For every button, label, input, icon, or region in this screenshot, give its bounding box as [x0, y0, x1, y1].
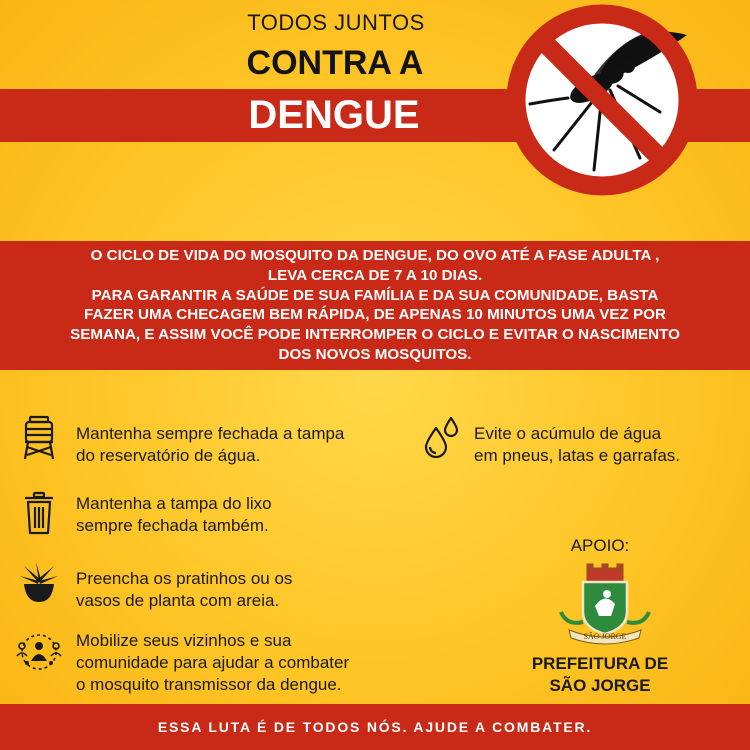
- tip-text-line: vasos de planta com areia.: [76, 591, 280, 610]
- tip-item: [76, 568, 292, 612]
- tip-item: [76, 630, 349, 696]
- tip-item: [76, 493, 272, 537]
- banner-text: SÃO JORGE: [583, 632, 627, 641]
- tip-item: [76, 423, 344, 467]
- info-line: PARA GARANTIR A SAÚDE DE SUA FAMÍLIA E DA SUA COMUNIDADE, BASTA: [91, 286, 659, 304]
- tip-text-line: em pneus, latas e garrafas.: [474, 446, 681, 465]
- trash-bin-icon: [18, 490, 60, 536]
- tip-text-line: do reservatório de água.: [76, 446, 261, 465]
- no-mosquito-icon: [482, 0, 732, 240]
- coat-of-arms-icon: [555, 562, 655, 646]
- tip-text-line: comunidade para ajudar a combater: [76, 653, 350, 672]
- title-line-3: DENGUE: [248, 93, 420, 137]
- tip-text-line: Preencha os pratinhos ou os: [76, 569, 293, 588]
- title-line-2: CONTRA A: [246, 44, 424, 82]
- tip-text-line: Mantenha sempre fechada a tampa: [76, 424, 345, 443]
- tip-text-line: sempre fechada também.: [76, 516, 269, 535]
- info-line: FAZER UMA CHECAGEM BEM RÁPIDA, DE APENAS 10 MINUTOS UMA VEZ POR: [84, 306, 666, 324]
- info-line: O CICLO DE VIDA DO MOSQUITO DA DENGUE, DO OVO ATÉ A FASE ADULTA ,: [90, 247, 660, 264]
- footer-text: ESSA LUTA É DE TODOS NÓS. AJUDE A COMBATER.: [157, 719, 593, 735]
- tip-text-line: Evite o acúmulo de água: [474, 424, 662, 443]
- tip-item: [474, 423, 680, 467]
- info-line: LEVA CERCA DE 7 A 10 DIAS.: [267, 266, 483, 284]
- support-label: APOIO:: [570, 536, 630, 555]
- plant-pot-icon: [18, 560, 60, 606]
- organization-name-line: SÃO JORGE: [549, 676, 651, 695]
- water-drops-icon: [420, 414, 462, 460]
- info-text: [20, 246, 730, 365]
- organization-name: [500, 653, 700, 697]
- community-icon: [14, 632, 64, 672]
- tip-text-line: Mantenha a tampa do lixo: [76, 494, 272, 513]
- organization-name-line: PREFEITURA DE: [531, 654, 669, 673]
- water-tank-icon: [18, 414, 60, 460]
- title-line-1: TODOS JUNTOS: [247, 10, 425, 35]
- tip-text-line: o mosquito transmissor da dengue.: [76, 675, 342, 694]
- info-line: DOS NOVOS MOSQUITOS.: [278, 345, 472, 363]
- crown: [587, 564, 623, 582]
- info-line: SEMANA, E ASSIM VOCÊ PODE INTERROMPER O CICLO E EVITAR O NASCIMENTO: [70, 326, 680, 344]
- tip-text-line: Mobilize seus vizinhos e sua: [76, 631, 292, 650]
